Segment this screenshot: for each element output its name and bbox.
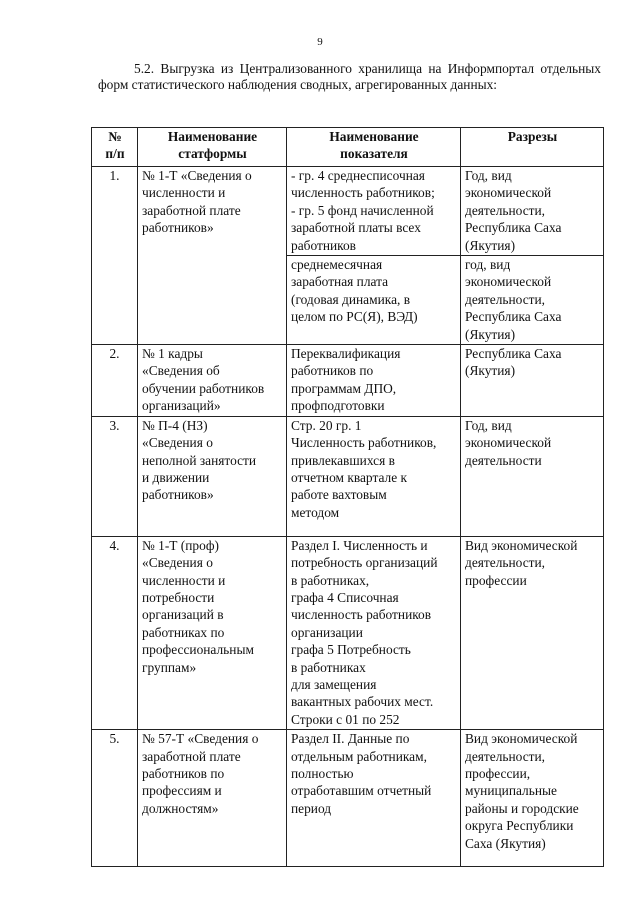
cell-line: работников» [142, 487, 214, 503]
cell-line: (Якутия) [465, 237, 516, 253]
cell-line: численность работников [291, 607, 432, 623]
indicator-cell [287, 167, 461, 256]
table-row [92, 167, 604, 256]
cell-line: деятельности, [465, 748, 546, 764]
row-number: 4. [92, 536, 138, 729]
sections-cell [461, 536, 604, 729]
cell-line: отработавшим отчетный [291, 783, 432, 799]
cell-line: профессиональным [142, 642, 254, 658]
cell-line: Вид экономической [465, 537, 578, 553]
cell-line: Вид экономической [465, 731, 578, 747]
cell-line: округа Республики [465, 818, 574, 834]
cell-line: (Якутия) [465, 363, 516, 379]
cell-line: п/п [105, 146, 125, 162]
cell-line: - гр. 5 фонд начисленной [291, 202, 434, 218]
cell-line: Наименование [167, 129, 258, 144]
table-row [92, 345, 604, 417]
cell-line: (годовая динамика, в [291, 291, 411, 307]
page-number: 9 [317, 36, 323, 48]
table-row [92, 416, 604, 536]
cell-line: экономической [465, 274, 552, 290]
cell-line: обучении работников [142, 380, 265, 396]
cell-line: № 57-Т «Сведения о [142, 731, 259, 747]
cell-line: деятельности, [465, 555, 546, 571]
cell-line: работников по [142, 765, 225, 781]
header-indicator [287, 128, 461, 167]
cell-line: численности и [142, 572, 226, 588]
cell-line: статформы [178, 146, 247, 162]
table-header-row [92, 128, 604, 167]
cell-line: отдельным работникам, [291, 748, 427, 764]
sections-cell [461, 345, 604, 417]
cell-line: полностью [291, 765, 354, 781]
cell-line: районы и городские [465, 800, 579, 816]
cell-line: среднемесячная [291, 257, 383, 273]
cell-line: Республика Саха [465, 346, 562, 362]
row-number: 2. [92, 345, 138, 417]
cell-line: работников [291, 237, 356, 253]
cell-line: в работниках, [291, 572, 370, 588]
cell-line: деятельности, [465, 291, 546, 307]
indicator-cell [287, 416, 461, 536]
cell-line: целом по РС(Я), ВЭД) [291, 309, 418, 325]
cell-line: деятельности, [465, 202, 546, 218]
cell-line: группам» [142, 659, 197, 675]
cell-line: численности и [142, 185, 226, 201]
cell-line: численность работников; [291, 185, 435, 201]
cell-line: Республика Саха [465, 309, 562, 325]
cell-line: организаций» [142, 398, 221, 414]
cell-line: организации [291, 624, 363, 640]
cell-line: «Сведения о [142, 555, 213, 571]
form-name-cell [138, 345, 287, 417]
form-name-cell [138, 416, 287, 536]
cell-line: в работниках [291, 659, 366, 675]
cell-line: потребность организаций [291, 555, 438, 571]
table-row [92, 536, 604, 729]
cell-line: должностям» [142, 800, 219, 816]
cell-line: работников» [142, 220, 214, 236]
header-num [92, 128, 138, 167]
form-name-cell [138, 167, 287, 345]
row-number: 3. [92, 416, 138, 536]
cell-line: период [291, 800, 332, 816]
intro-paragraph: 5.2. Выгрузка из Централизованного хранилища на Информпортал отдельных форм статистического наблюдения сводных, агрегированных данных: [98, 61, 601, 92]
cell-line: № 1-Т «Сведения о [142, 168, 252, 183]
cell-line: работников по [291, 363, 374, 379]
cell-line: вакантных рабочих мест. [291, 694, 434, 710]
table-row [92, 730, 604, 867]
cell-line: заработная плата [291, 274, 389, 290]
statistics-forms-table [91, 127, 604, 867]
cell-line: привлекавшихся в [291, 452, 395, 468]
cell-line: программам ДПО, [291, 380, 397, 396]
cell-line: отчетном квартале к [291, 469, 407, 485]
sections-cell [461, 256, 604, 345]
cell-line: заработной платы всех [291, 220, 421, 236]
cell-line: Стр. 20 гр. 1 [291, 417, 362, 433]
cell-line: (Якутия) [465, 326, 516, 342]
cell-line: работе вахтовым [291, 487, 387, 503]
header-sections [461, 128, 604, 167]
cell-line: Численность работников, [291, 435, 437, 451]
cell-line: № 1 кадры [142, 346, 203, 362]
cell-line: заработной плате [142, 202, 241, 218]
indicator-cell [287, 536, 461, 729]
cell-line: «Сведения о [142, 435, 213, 451]
sections-cell [461, 167, 604, 256]
cell-line: Наименование [329, 129, 419, 144]
cell-line: Раздел I. Численность и [291, 537, 428, 553]
cell-line: для замещения [291, 676, 377, 692]
header-form [138, 128, 287, 167]
indicator-cell [287, 345, 461, 417]
cell-line: экономической [465, 185, 552, 201]
cell-line: неполной занятости [142, 452, 257, 468]
cell-line: № [108, 129, 122, 144]
cell-line: организаций в [142, 607, 224, 623]
cell-line: профессии [465, 572, 527, 588]
cell-line: показателя [340, 146, 408, 162]
cell-line: Год, вид [465, 417, 512, 433]
cell-line: Строки с 01 по 252 [291, 711, 400, 727]
cell-line: и движении [142, 469, 210, 485]
cell-line: № 1-Т (проф) [142, 537, 219, 553]
cell-line: муниципальные [465, 783, 557, 799]
cell-line: экономической [465, 435, 552, 451]
cell-line: Разрезы [507, 129, 558, 144]
cell-line: № П-4 (НЗ) [142, 417, 208, 433]
cell-line: потребности [142, 589, 215, 605]
form-name-cell [138, 536, 287, 729]
indicator-cell [287, 730, 461, 867]
cell-line: графа 5 Потребность [291, 642, 411, 658]
cell-line: деятельности [465, 452, 542, 468]
cell-line: Переквалификация [291, 346, 401, 362]
cell-line: профподготовки [291, 398, 385, 414]
cell-line: методом [291, 504, 340, 520]
cell-line: Республика Саха [465, 220, 562, 236]
cell-line: профессии, [465, 765, 531, 781]
row-number: 1. [92, 167, 138, 345]
cell-line: работниках по [142, 624, 225, 640]
sections-cell [461, 416, 604, 536]
indicator-cell [287, 256, 461, 345]
sections-cell [461, 730, 604, 867]
cell-line: профессиям и [142, 783, 222, 799]
form-name-cell [138, 730, 287, 867]
cell-line: графа 4 Списочная [291, 589, 399, 605]
cell-line: Год, вид [465, 168, 512, 183]
cell-line: Раздел II. Данные по [291, 731, 410, 747]
cell-line: год, вид [465, 257, 511, 273]
cell-line: Саха (Якутия) [465, 835, 546, 851]
cell-line: заработной плате [142, 748, 241, 764]
cell-line: - гр. 4 среднесписочная [291, 168, 425, 183]
cell-line: «Сведения об [142, 363, 220, 379]
row-number: 5. [92, 730, 138, 867]
